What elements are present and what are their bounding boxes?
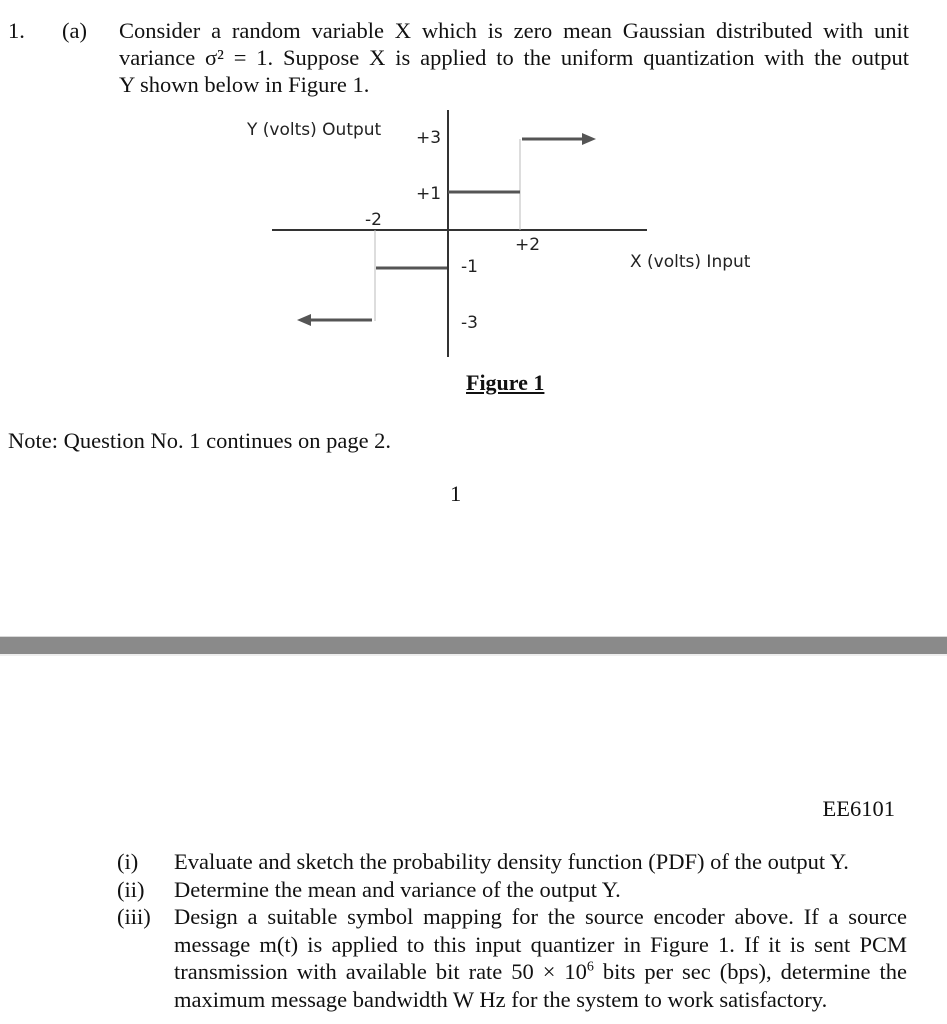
quantizer-plot	[0, 0, 947, 420]
page-separator	[0, 636, 947, 656]
figure-caption: Figure 1	[466, 370, 545, 395]
question-number: 1.	[8, 18, 25, 43]
y-tick-minus3: -3	[461, 313, 478, 333]
sub-question-i	[117, 848, 907, 876]
question-line: Y shown below in Figure 1.	[119, 72, 370, 97]
question-part-label: (a)	[62, 18, 87, 43]
x-axis-label: X (volts) Input	[630, 252, 751, 272]
y-tick-plus1: +1	[416, 184, 442, 204]
y-tick-minus1: -1	[461, 257, 478, 277]
continuation-note: Note: Question No. 1 continues on page 2.	[8, 428, 392, 453]
sub-question-text: Determine the mean and variance of the output Y.	[174, 876, 621, 902]
x-tick-plus2: +2	[515, 235, 541, 255]
sub-question-label: (ii)	[117, 876, 145, 902]
course-code: EE6101	[822, 796, 895, 821]
exponent: 6	[586, 959, 594, 975]
question-line: Consider a random variable X which is zero mean Gaussian distributed with unit	[119, 18, 909, 43]
quantizer-figure	[0, 0, 947, 420]
page-number: 1	[450, 481, 462, 506]
text-part: Design a suitable symbol mapping for the source encoder above. If a source message m(t) is applied to this input quantizer in Figure 1. If it is sent PCM transmission with available bit rate 50 × 10	[174, 904, 907, 984]
sub-question-label: (iii)	[117, 904, 151, 929]
sub-question-text: Evaluate and sketch the probability density function (PDF) of the output Y.	[174, 849, 849, 874]
y-axis-label: Y (volts) Output	[247, 120, 382, 140]
arrow-left-icon	[297, 314, 311, 326]
sub-question-ii	[117, 876, 907, 904]
sub-question-list	[117, 848, 907, 1013]
x-tick-minus2: -2	[365, 210, 382, 230]
y-tick-plus3: +3	[416, 128, 442, 148]
arrow-right-icon	[582, 133, 596, 145]
sub-question-iii	[117, 903, 907, 1013]
question-line: variance σ² = 1. Suppose X is applied to the uniform quantization with the output	[119, 45, 909, 70]
sub-question-text	[174, 903, 907, 1013]
text-part: bits per sec (bps), determine the maximum message bandwidth W Hz for the system to work satisfactory.	[174, 959, 907, 1012]
sub-question-label: (i)	[117, 849, 139, 874]
